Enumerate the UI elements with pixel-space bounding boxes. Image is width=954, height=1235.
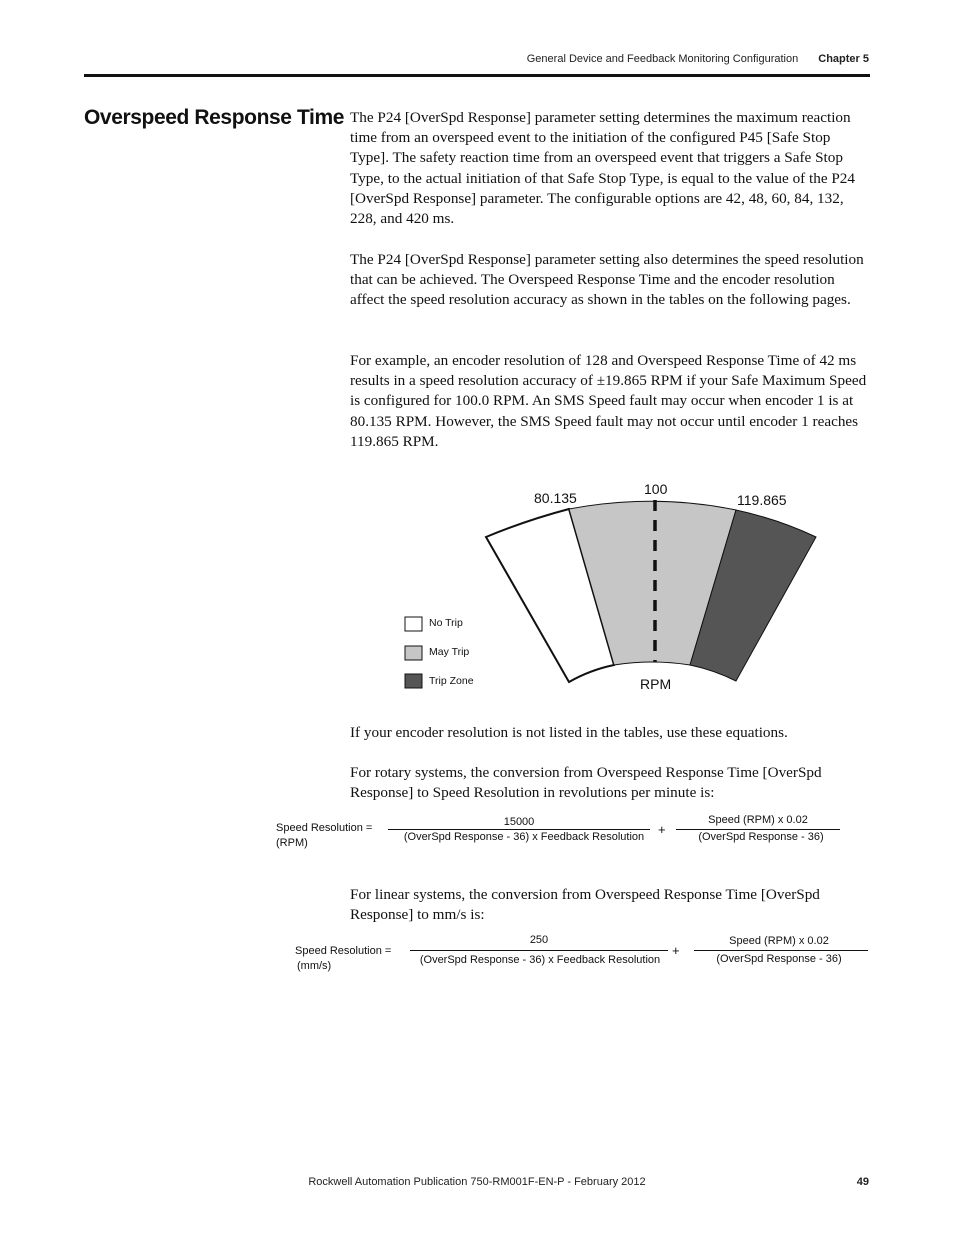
legend-swatch-no-trip [405,617,422,631]
paragraph-rotary-intro: For rotary systems, the conversion from Overspeed Response Time [OverSpd Response] to Speed Resolution in revolutions per minute is: [350,764,822,802]
linear-term1-numerator: 250 [529,934,549,946]
linear-term2-numerator: Speed (RPM) x 0.02 [729,935,829,947]
rotary-lhs-line2: (RPM) [276,837,308,849]
paragraph-example: For example, an encoder resolution of 128 and Overspeed Response Time of 42 ms results in a speed resolution accuracy of ±19.865 RPM if your Safe Maximum Speed is configured for 100.0 RPM. An SMS Speed fault may occur when encoder 1 is at 80.135 RPM. However, the SMS Speed fault may not occur until encoder 1 reaches 119.865 RPM. [350,352,867,450]
label-setpoint: 100 [644,481,668,497]
rotary-term2-fraction-bar [676,829,840,830]
axis-label-rpm: RPM [640,676,672,692]
legend-label-trip-zone: Trip Zone [429,675,474,687]
rotary-term1-denominator: (OverSpd Response - 36) x Feedback Resolution [403,831,645,843]
rotary-term2-numerator: Speed (RPM) x 0.02 [708,814,808,826]
paragraph-linear-intro: For linear systems, the conversion from Overspeed Response Time [OverSpd Response] to mm/s is: [350,886,820,924]
rotary-term2-denominator: (OverSpd Response - 36) [698,831,824,843]
linear-term1-denominator: (OverSpd Response - 36) x Feedback Resolution [419,954,661,966]
rotary-lhs-line1: Speed Resolution = [276,822,373,834]
legend-swatch-may-trip [405,646,422,660]
linear-lhs-line2: (mm/s) [297,960,332,972]
legend-label-no-trip: No Trip [429,617,463,629]
header-rule [84,74,870,77]
linear-plus-sign: + [672,943,680,958]
legend [405,617,474,688]
legend-swatch-trip-zone [405,674,422,688]
linear-lhs-line1: Speed Resolution = [295,945,392,957]
rotary-plus-sign: + [658,822,666,837]
linear-term2-denominator: (OverSpd Response - 36) [716,953,842,965]
linear-term1-fraction-bar [410,950,668,951]
section-title: Overspeed Response Time [84,106,345,129]
running-header [527,53,869,65]
label-low-speed: 80.135 [534,490,577,506]
paragraph-overspeed-description: The P24 [OverSpd Response] parameter setting determines the maximum reaction time from an overspeed event to the initiation of the configured P45 [Safe Stop Type]. The safety reaction time from an overspeed event that triggers a Safe Stop Type, to the actual initiation of that Safe Stop Type, is equal to the value of the P24 [OverSpd Response] parameter. The configurable options are 42, 48, 60, 84, 132, 228, and 420 ms. [350,109,855,228]
legend-label-may-trip: May Trip [429,646,470,658]
paragraph-equations-intro: If your encoder resolution is not listed in the tables, use these equations. [350,724,788,741]
rotary-term1-fraction-bar [388,829,650,830]
rotary-term1-numerator: 15000 [503,816,535,828]
paragraph-speed-resolution: The P24 [OverSpd Response] parameter setting also determines the speed resolution that can be achieved. The Overspeed Response Time and the encoder resolution affect the speed resolution accuracy as shown in the tables on the following pages. [350,251,864,309]
page-number: 49 [856,1176,869,1188]
header-chapter: Chapter 5 [818,53,869,65]
label-high-speed: 119.865 [737,492,787,508]
footer-publication: Rockwell Automation Publication 750-RM001F-EN-P - February 2012 [308,1176,646,1188]
linear-term2-fraction-bar [694,950,868,951]
header-section-title: General Device and Feedback Monitoring Configuration [526,53,799,65]
